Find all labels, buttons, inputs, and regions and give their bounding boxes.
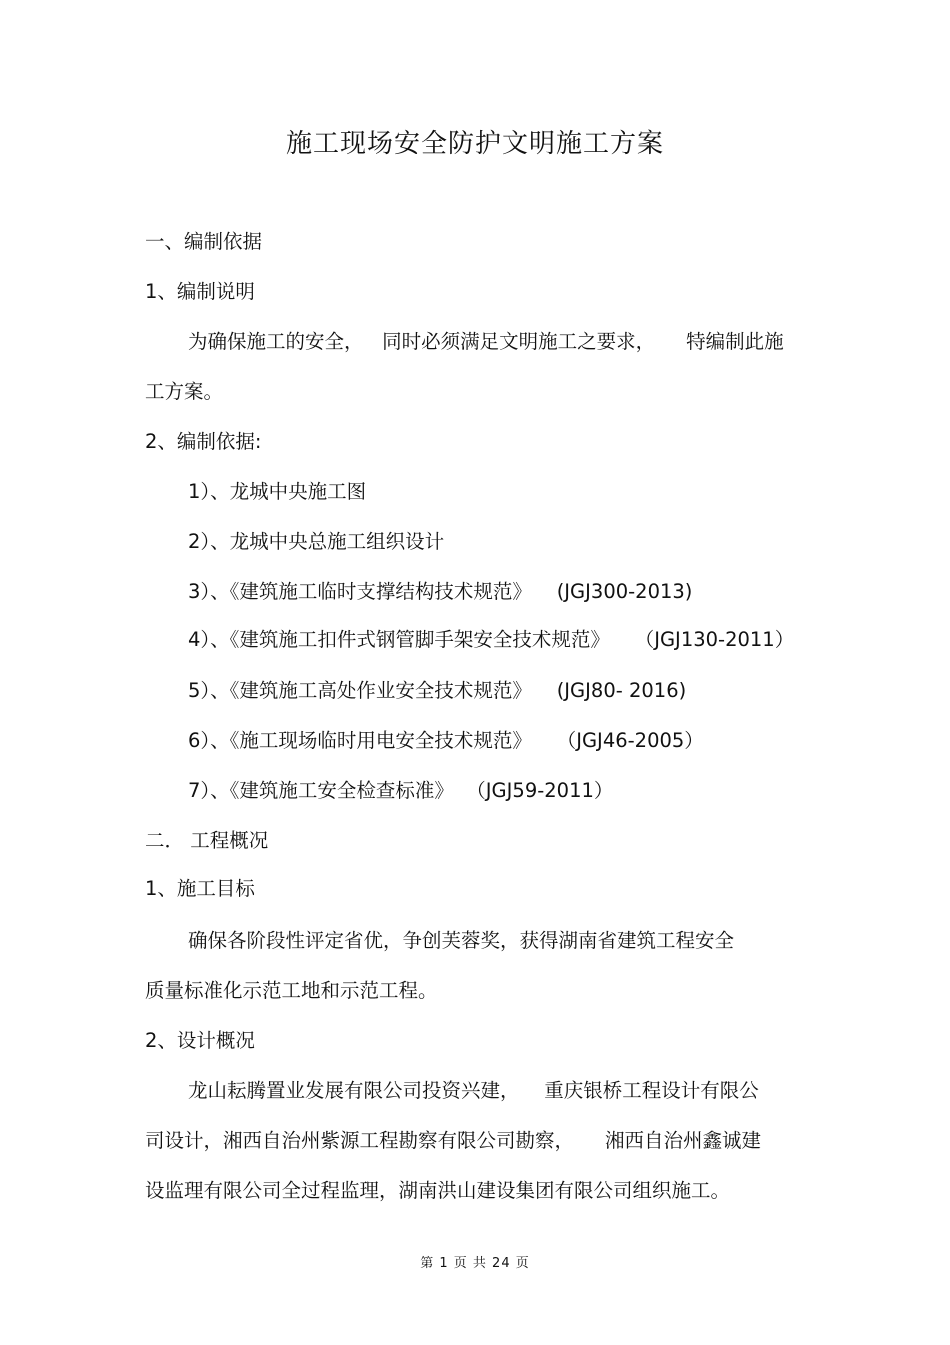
list-item: 6）、《施工现场临时用电安全技术规范》 （JGJ46-2005） <box>188 729 704 752</box>
subheading-2-1: 1、施工目标 <box>145 877 255 900</box>
page-footer: 第 1 页 共 24 页 <box>420 1256 530 1271</box>
paragraph-line: 设监理有限公司全过程监理，湖南洪山建设集团有限公司组织施工。 <box>145 1179 731 1202</box>
paragraph-line: 为确保施工的安全， 同时必须满足文明施工之要求， 特编制此施 <box>188 330 784 353</box>
paragraph-line: 工方案。 <box>145 380 224 403</box>
list-item: 5）、《建筑施工高处作业安全技术规范》 (JGJ80- 2016) <box>188 679 687 702</box>
paragraph-line: 确保各阶段性评定省优，争创芙蓉奖，获得湖南省建筑工程安全 <box>188 929 735 952</box>
section-heading-1: 一、编制依据 <box>145 230 263 253</box>
subheading-2-2: 2、设计概况 <box>145 1029 255 1052</box>
list-item: 2）、龙城中央总施工组织设计 <box>188 530 445 553</box>
paragraph-line: 质量标准化示范工地和示范工程。 <box>145 979 438 1002</box>
page-title: 施工现场安全防护文明施工方案 <box>285 129 664 159</box>
subheading-1-2: 2、编制依据: <box>145 430 262 453</box>
list-item: 3）、《建筑施工临时支撑结构技术规范》 (JGJ300-2013) <box>188 580 693 603</box>
list-item: 1）、龙城中央施工图 <box>188 480 367 503</box>
list-item: 4）、《建筑施工扣件式钢管脚手架安全技术规范》 （JGJ130-2011） <box>188 628 795 651</box>
list-item: 7）、《建筑施工安全检查标准》 （JGJ59-2011） <box>188 779 614 802</box>
section-heading-2: 二． 工程概况 <box>145 829 269 852</box>
paragraph-line: 龙山耘腾置业发展有限公司投资兴建， 重庆银桥工程设计有限公 <box>188 1079 759 1102</box>
subheading-1-1: 1、编制说明 <box>145 280 255 303</box>
paragraph-line: 司设计，湘西自治州紫源工程勘察有限公司勘察， 湘西自治州鑫诚建 <box>145 1129 761 1152</box>
